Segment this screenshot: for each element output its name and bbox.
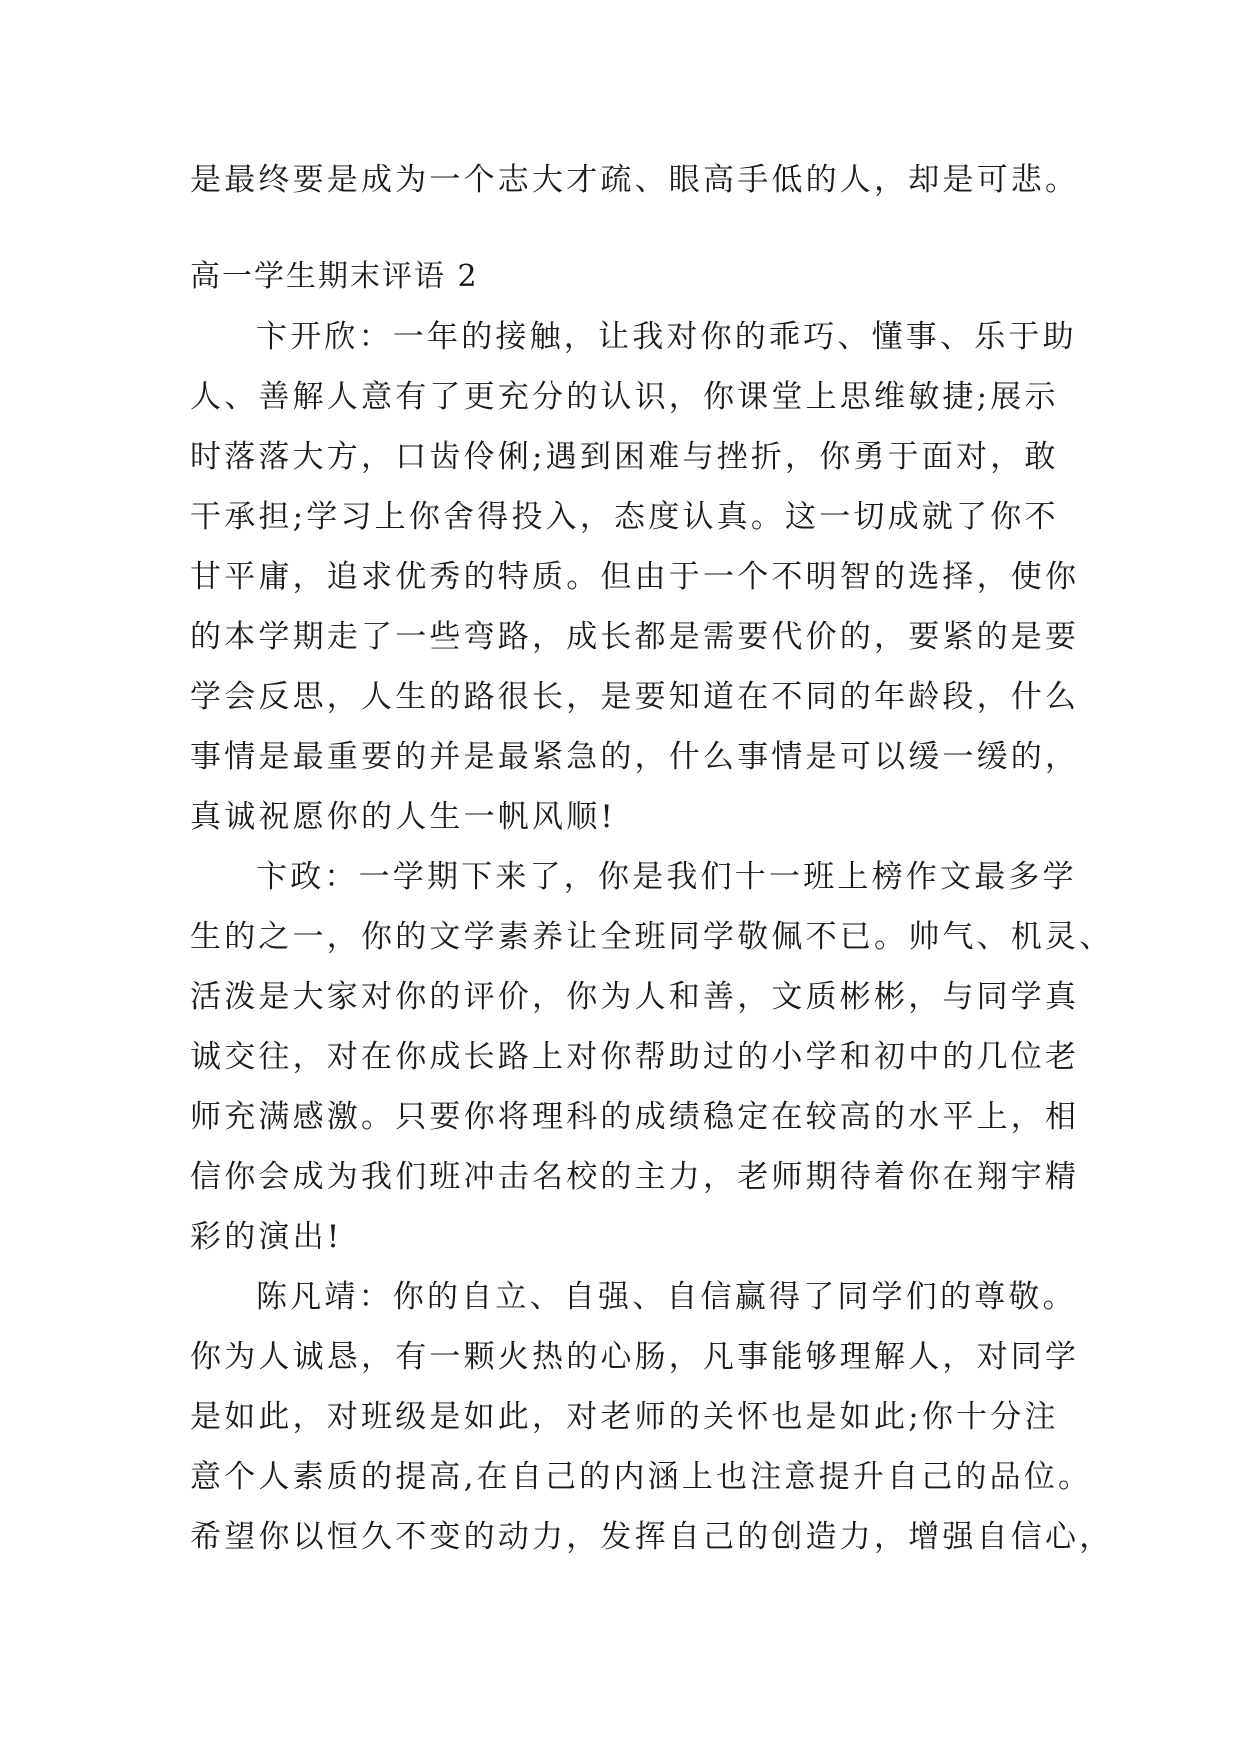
- document-page: [190, 150, 1114, 1567]
- spacer: [190, 210, 1060, 247]
- paragraph-line: 是如此，对班级是如此，对老师的关怀也是如此;你十分注: [190, 1399, 1059, 1435]
- paragraph-line: 干承担;学习上你舍得投入，态度认真。这一切成就了你不: [190, 499, 1059, 535]
- paragraph-line: 时落落大方，口齿伶俐;遇到困难与挫折，你勇于面对，敢: [190, 439, 1059, 475]
- paragraph-line: 陈凡靖：你的自立、自强、自信赢得了同学们的尊敬。: [256, 1279, 1077, 1315]
- intro-line: 是最终要是成为一个志大才疏、眼高手低的人，却是可悲。: [190, 162, 1080, 198]
- paragraph-line: 的本学期走了一些弯路，成长都是需要代价的，要紧的是要: [190, 619, 1080, 655]
- paragraph-line: 意个人素质的提高,在自己的内涵上也注意提升自己的品位。: [190, 1459, 1093, 1495]
- comment-paragraph-3: [190, 1267, 1114, 1567]
- paragraph-line: 活泼是大家对你的评价，你为人和善，文质彬彬，与同学真: [190, 979, 1080, 1015]
- comment-paragraph-1: [190, 307, 1080, 847]
- paragraph-line: 你为人诚恳，有一颗火热的心肠，凡事能够理解人，对同学: [190, 1339, 1080, 1375]
- paragraph-line: 甘平庸，追求优秀的特质。但由于一个不明智的选择，使你: [190, 559, 1080, 595]
- paragraph-line: 师充满感激。只要你将理科的成绩稳定在较高的水平上，相: [190, 1099, 1080, 1135]
- paragraph-line: 生的之一，你的文学素养让全班同学敬佩不已。帅气、机灵、: [190, 919, 1114, 955]
- paragraph-line: 信你会成为我们班冲击名校的主力，老师期待着你在翔宇精: [190, 1159, 1080, 1195]
- paragraph-line: 人、善解人意有了更充分的认识，你课堂上思维敏捷;展示: [190, 379, 1059, 415]
- section-title: 高一学生期末评语 2: [190, 259, 479, 294]
- paragraph-line: 诚交往，对在你成长路上对你帮助过的小学和初中的几位老: [190, 1039, 1080, 1075]
- paragraph-line: 事情是最重要的并是最紧急的，什么事情是可以缓一缓的，: [190, 739, 1080, 775]
- paragraph-line: 真诚祝愿你的人生一帆风顺!: [190, 799, 617, 835]
- paragraph-line: 学会反思，人生的路很长，是要知道在不同的年龄段，什么: [190, 679, 1080, 715]
- paragraph-line: 希望你以恒久不变的动力，发挥自己的创造力，增强自信心，: [190, 1519, 1114, 1555]
- paragraph-line: 卞政：一学期下来了，你是我们十一班上榜作文最多学: [256, 859, 1077, 895]
- paragraph-line: 彩的演出!: [190, 1219, 343, 1255]
- paragraph-line: 卞开欣：一年的接触，让我对你的乖巧、懂事、乐于助: [256, 319, 1077, 355]
- comment-paragraph-2: [190, 847, 1114, 1267]
